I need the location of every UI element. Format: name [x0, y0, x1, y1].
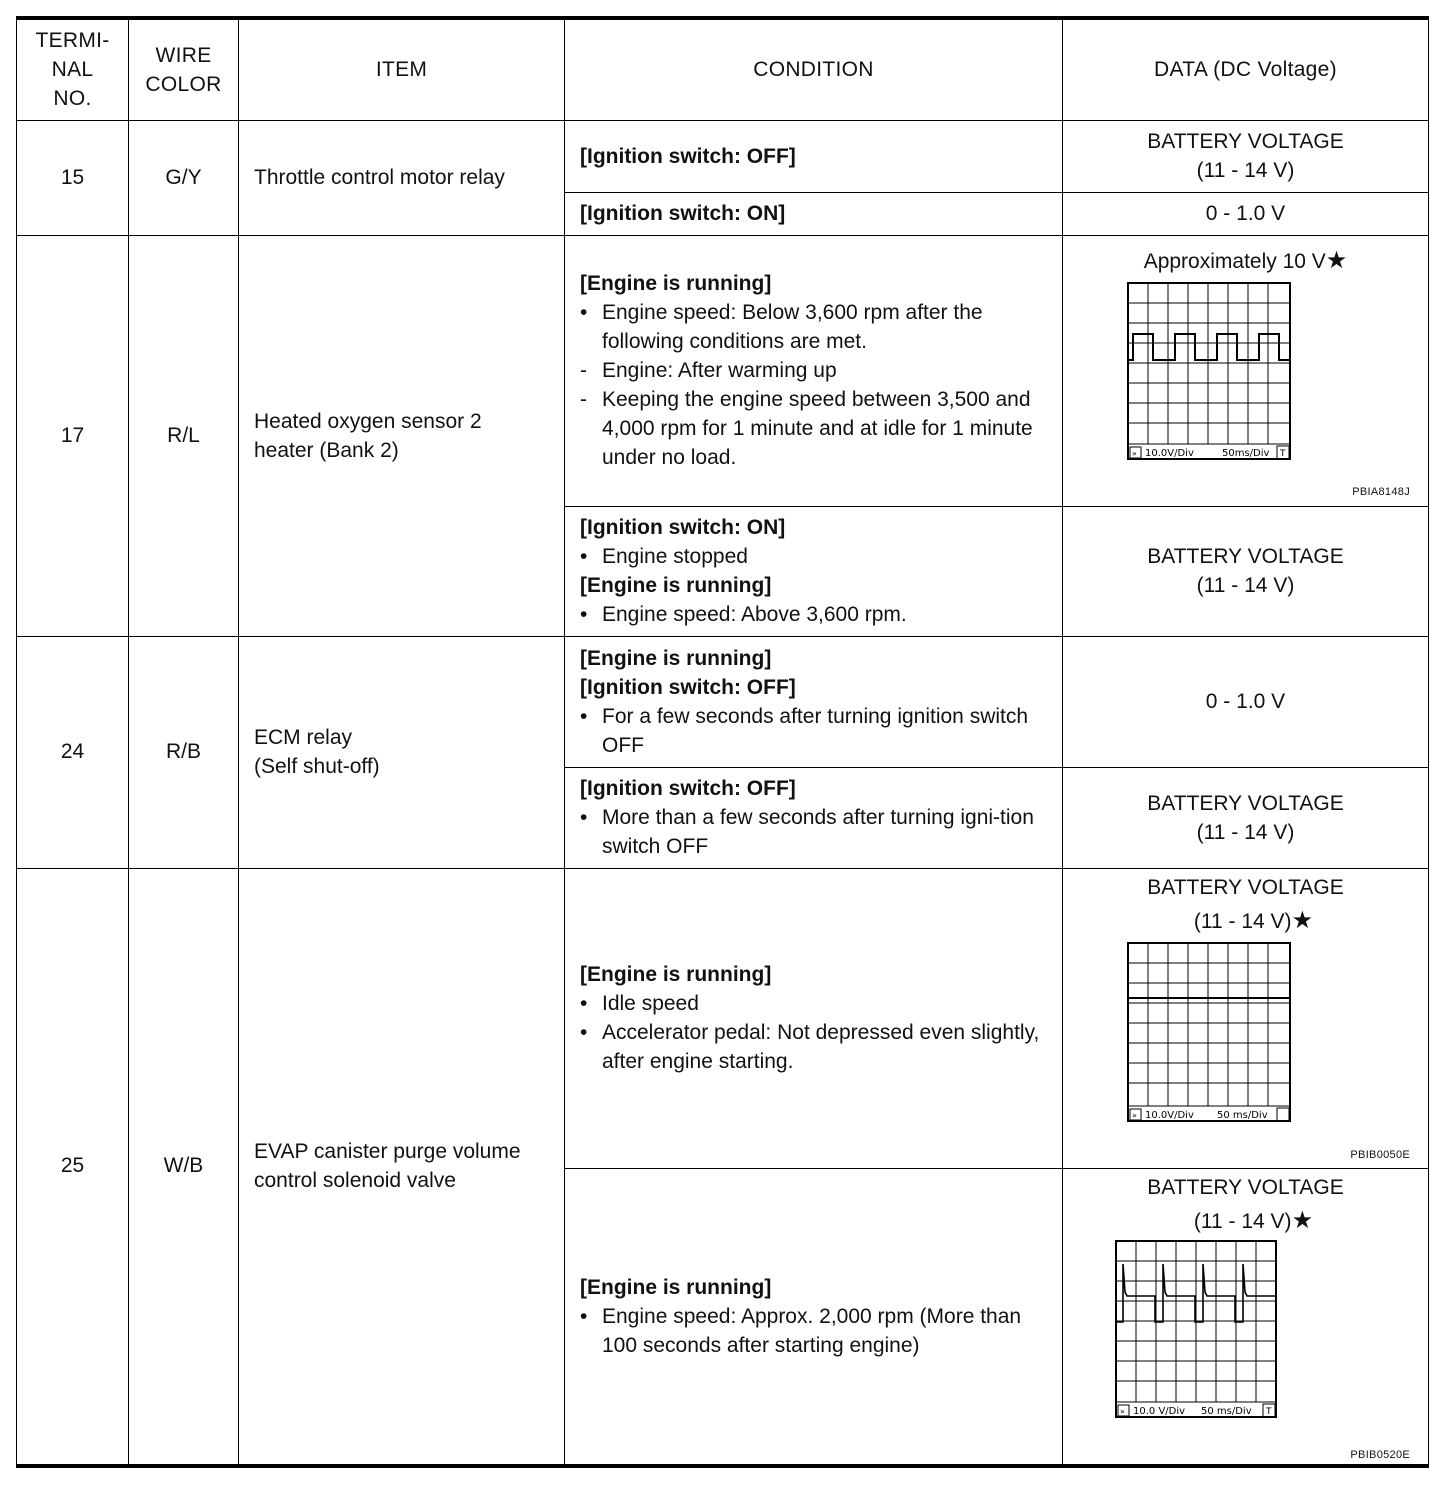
- terminal-data-table-page: [16, 16, 1428, 1468]
- header-condition: CONDITION: [565, 18, 1063, 120]
- condition-cell: [Ignition switch: ON] • Engine stopped [Engine is running] • Engine speed: Above 3,600 rpm.: [565, 506, 1063, 636]
- star-icon: ★: [1291, 1206, 1314, 1234]
- figure-id: PBIA8148J: [1352, 485, 1410, 498]
- svg-text:T: T: [1266, 1406, 1272, 1417]
- data-line: BATTERY VOLTAGE: [1147, 1175, 1344, 1199]
- item-line: control solenoid valve: [254, 1169, 456, 1193]
- terminal-number: 17: [17, 235, 129, 636]
- item-label: [239, 868, 565, 1466]
- data-cell: BATTERY VOLTAGE (11 - 14 V): [1063, 767, 1429, 868]
- item-line: ECM relay: [254, 726, 353, 749]
- item-line: heater (Bank 2): [254, 438, 399, 462]
- oscilloscope-waveform-3: [1115, 1240, 1279, 1420]
- wire-color: R/L: [129, 235, 239, 636]
- wire-color: G/Y: [129, 120, 239, 235]
- condition-cell: [Engine is running] • Idle speed • Accelerator pedal: Not depressed even slightly, after engine starting.: [565, 868, 1063, 1168]
- scope-vdiv-label: 10.0V/Div: [1145, 447, 1194, 459]
- data-cell-waveform: BATTERY VOLTAGE (11 - 14 V)★ » 10.0 V/Div 50 ms/Div T PBIB0520E: [1063, 1168, 1429, 1466]
- data-cell: BATTERY VOLTAGE (11 - 14 V): [1063, 120, 1429, 192]
- scope-time-label: 50ms/Div: [1222, 447, 1270, 459]
- item-line: (Self shut-off): [254, 755, 380, 778]
- condition-cell: [Engine is running] • Engine speed: Below 3,600 rpm after the following conditions are met. - Engine: After warming up - Keeping the engine speed between 3,500 and 4,000 rpm for 1 minute and at idle for 1 minute under no load.: [565, 235, 1063, 506]
- data-line: BATTERY VOLTAGE: [1147, 875, 1344, 899]
- item-label: [239, 235, 565, 636]
- condition-cell: [Ignition switch: OFF] • More than a few seconds after turning igni-tion switch OFF: [565, 767, 1063, 868]
- item-line: Heated oxygen sensor 2: [254, 409, 482, 433]
- data-cell: 0 - 1.0 V: [1063, 636, 1429, 767]
- scope-vdiv-label: 10.0 V/Div: [1133, 1405, 1186, 1417]
- wire-color: R/B: [129, 636, 239, 868]
- svg-text:»: »: [1132, 1110, 1137, 1120]
- header-row: [17, 18, 1429, 120]
- terminal-number: 15: [17, 120, 129, 235]
- table-row: [17, 235, 1429, 506]
- condition-cell: [Engine is running] [Ignition switch: OFF] • For a few seconds after turning ignition switch OFF: [565, 636, 1063, 767]
- data-cell-waveform: BATTERY VOLTAGE (11 - 14 V)★ » 10.0V/Div 50 ms/Div PBIB0050E: [1063, 868, 1429, 1168]
- data-cell: BATTERY VOLTAGE (11 - 14 V): [1063, 506, 1429, 636]
- figure-id: PBIB0520E: [1350, 1448, 1410, 1461]
- oscilloscope-waveform-1: [1127, 282, 1295, 462]
- scope-time-label: 50 ms/Div: [1217, 1109, 1268, 1121]
- scope-time-label: 50 ms/Div: [1201, 1405, 1252, 1417]
- header-data: DATA (DC Voltage): [1063, 18, 1429, 120]
- star-icon: ★: [1325, 246, 1348, 274]
- item-label: Throttle control motor relay: [239, 120, 565, 235]
- condition-cell: [Ignition switch: OFF]: [565, 120, 1063, 192]
- svg-text:»: »: [1132, 448, 1137, 458]
- svg-text:»: »: [1120, 1406, 1125, 1416]
- condition-cell: [Ignition switch: ON]: [565, 192, 1063, 235]
- wire-color: W/B: [129, 868, 239, 1466]
- svg-text:T: T: [1280, 448, 1286, 459]
- data-cell-waveform: Approximately 10 V★ » 10.0V/Div 50ms/Div T PBIA8148J: [1063, 235, 1429, 506]
- terminal-number: 25: [17, 868, 129, 1466]
- header-terminal: TERMI- NAL NO.: [17, 18, 129, 120]
- header-item: ITEM: [239, 18, 565, 120]
- figure-id: PBIB0050E: [1350, 1148, 1410, 1161]
- star-icon: ★: [1291, 906, 1314, 934]
- data-cell: 0 - 1.0 V: [1063, 192, 1429, 235]
- table-row: [17, 868, 1429, 1168]
- item-line: EVAP canister purge volume: [254, 1140, 521, 1164]
- table-row: [17, 636, 1429, 767]
- terminal-number: 24: [17, 636, 129, 868]
- item-label: [239, 636, 565, 868]
- table-row: [17, 120, 1429, 192]
- condition-cell: [Engine is running] • Engine speed: Approx. 2,000 rpm (More than 100 seconds after starting engine): [565, 1168, 1063, 1466]
- header-wire-color: WIRE COLOR: [129, 18, 239, 120]
- scope-vdiv-label: 10.0V/Div: [1145, 1109, 1194, 1121]
- terminal-data-table: [16, 16, 1429, 1468]
- oscilloscope-waveform-2: [1127, 942, 1295, 1124]
